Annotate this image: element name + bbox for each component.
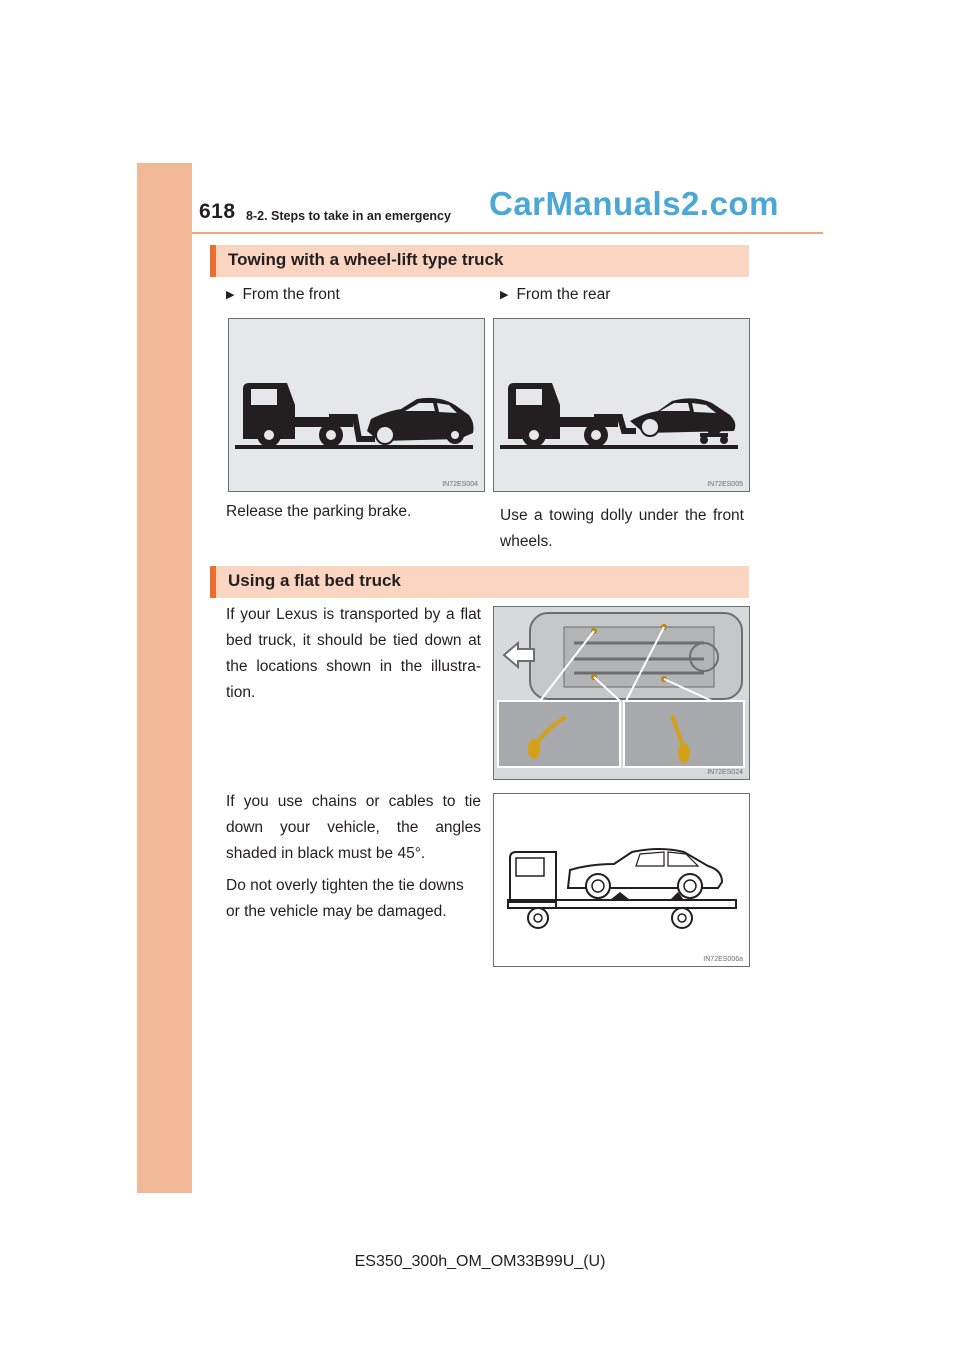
text-line: bed truck, it should be tied down at [226,632,481,649]
text-line: shaded in black must be 45°. [226,845,426,862]
flat-bed-paragraph-3 [226,873,481,925]
page-number: 618 [199,200,236,223]
flat-bed-truck-illustration [494,794,749,966]
tow-front-figure [228,318,485,492]
text-line: down your vehicle, the angles [226,819,481,836]
triangle-bullet-icon: ▶ [500,289,509,301]
triangle-bullet-icon: ▶ [226,289,235,301]
rear-instruction-line2: wheels. [500,533,553,550]
rear-instruction-line1: Use a towing dolly under the front [500,507,744,524]
wheel-lift-heading-text: Towing with a wheel-lift type truck [228,250,504,269]
footer-document-code: ES350_300h_OM_OM33B99U_(U) [354,1253,606,1270]
rear-instruction [500,503,744,555]
tie-down-locations-illustration [494,607,749,779]
front-caption [226,286,340,304]
text-line: or the vehicle may be damaged. [226,903,447,920]
flat-bed-paragraph-1 [226,602,481,706]
front-caption-label: From the front [242,286,340,303]
text-line: If you use chains or cables to tie [226,793,481,810]
tow-rear-figure [493,318,750,492]
rear-caption-label: From the rear [516,286,611,303]
figure-code: IN72ES024 [707,769,743,776]
flat-bed-truck-figure [493,793,750,967]
watermark: CarManuals2.com [489,185,779,222]
flat-bed-heading-text: Using a flat bed truck [228,571,401,590]
text-line: the locations shown in the illustra- [226,658,481,675]
text-line: Do not overly tighten the tie downs [226,877,464,894]
flat-bed-heading [210,566,749,598]
section-title: 8-2. Steps to take in an emergency [246,209,451,223]
header-rule [192,232,823,234]
figure-code: IN72ES005 [707,481,743,488]
flat-bed-paragraph-2 [226,789,481,867]
text-line: tion. [226,684,256,701]
text-line: If your Lexus is transported by a flat [226,606,481,623]
figure-code: IN72ES004 [442,481,478,488]
tie-down-locations-figure [493,606,750,780]
wheel-lift-heading [210,245,749,277]
tow-truck-rear-illustration [494,319,749,491]
rear-caption [500,286,610,304]
figure-code: IN72ES006a [703,956,743,963]
tow-truck-front-illustration [229,319,484,491]
chapter-sidebar-tab [137,163,192,1193]
front-instruction: Release the parking brake. [226,503,412,520]
